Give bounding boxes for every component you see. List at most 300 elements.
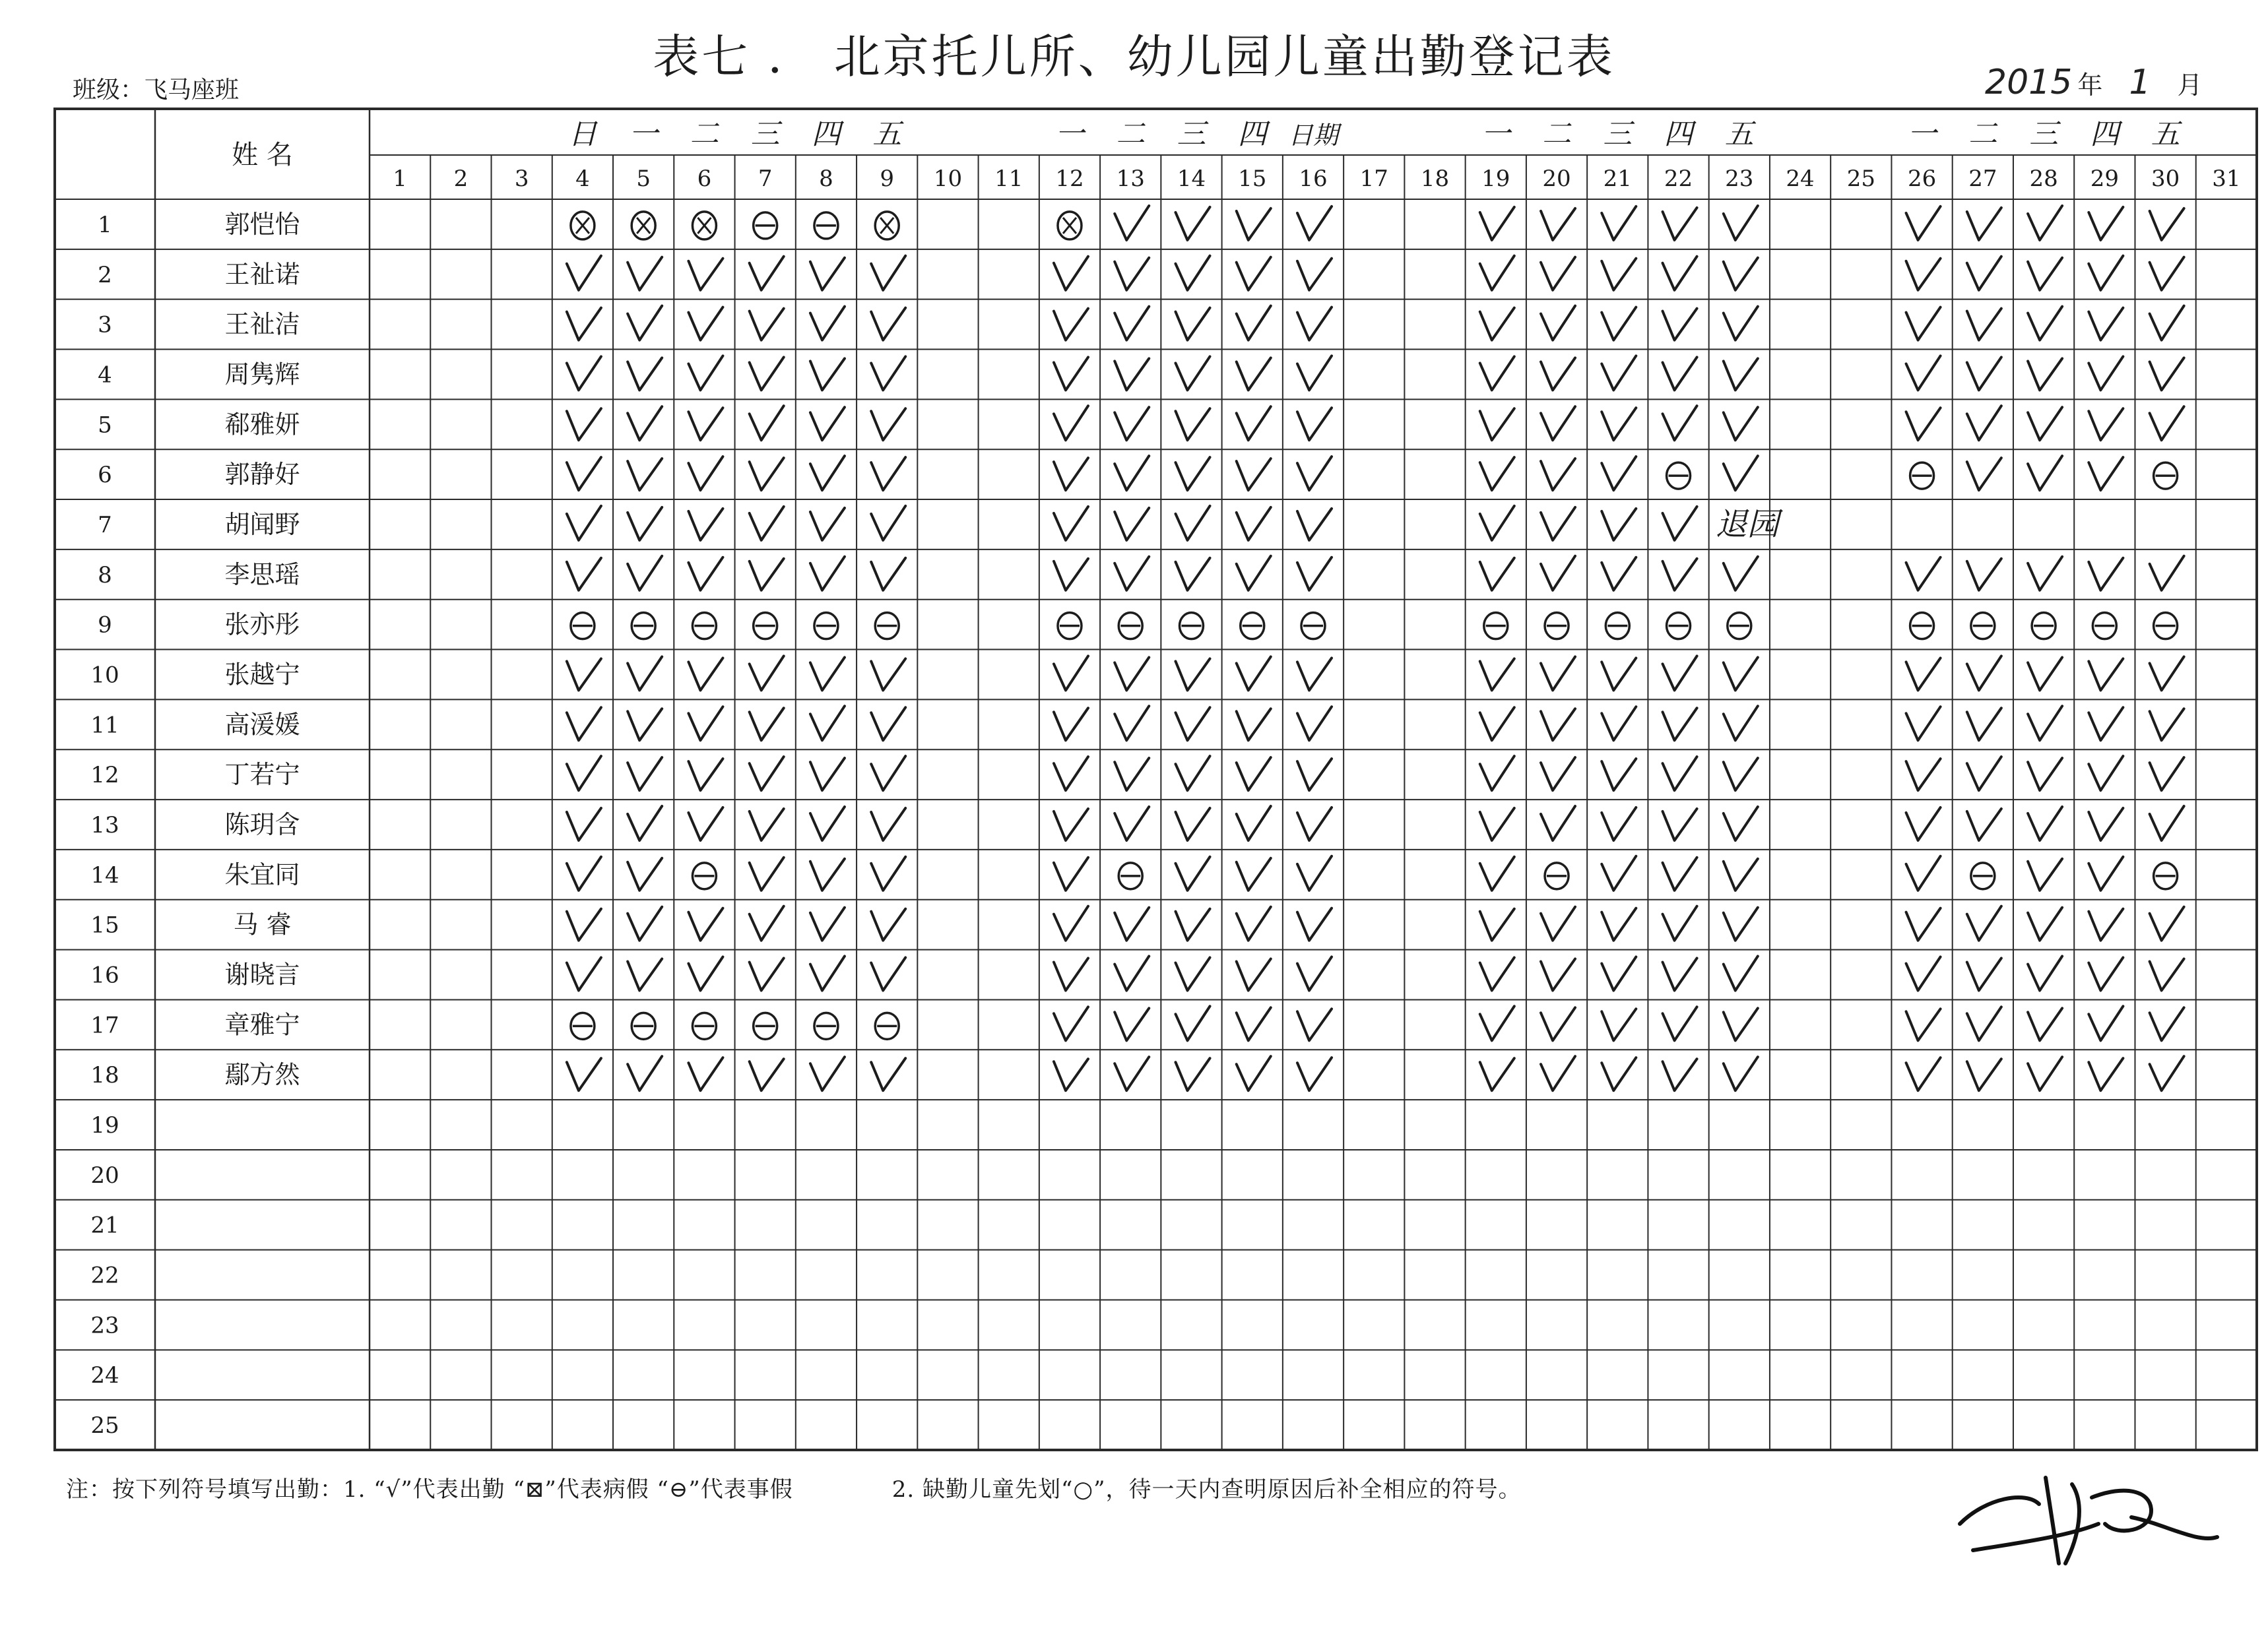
weekday-mark: 四 [2090,117,2120,151]
present-check-mark [1724,758,1758,790]
present-check-mark [1175,707,1210,740]
present-check-mark [1724,957,1758,991]
present-check-mark [1175,506,1210,540]
present-check-mark [1297,356,1332,390]
present-check-mark [1663,809,1697,840]
personal-leave-mark [1118,863,1142,889]
day-number: 2 [453,166,469,192]
present-check-mark [2150,907,2184,941]
present-check-mark [1602,658,1636,690]
present-check-mark [1967,309,2001,340]
present-check-mark [871,707,905,740]
personal-leave-mark [1241,613,1264,639]
student-name: 郭恺怡 [224,209,300,239]
present-check-mark [750,656,784,690]
present-check-mark [1724,657,1758,690]
present-check-mark [1967,757,2001,790]
present-check-mark [1054,809,1088,840]
present-check-mark [628,458,662,490]
present-check-mark [1115,807,1149,840]
present-check-mark [1541,306,1575,340]
present-check-mark [1967,406,2001,440]
row-number: 19 [90,1112,119,1139]
present-check-mark [1906,206,1941,240]
present-check-mark [2028,358,2062,390]
sick-leave-mark [632,212,655,239]
student-name: 郗雅妍 [224,410,300,439]
present-check-mark [1297,557,1332,590]
present-check-mark [1115,258,1149,290]
present-check-mark [1602,206,1636,240]
row-number: 12 [90,762,119,789]
personal-leave-mark [1605,613,1629,639]
present-check-mark [688,908,723,941]
present-check-mark [1175,457,1210,490]
row-number: 17 [90,1012,119,1039]
personal-leave-mark [1118,613,1142,639]
present-check-mark [1602,957,1636,991]
present-check-mark [1724,557,1758,590]
present-check-mark [1602,408,1636,440]
present-check-mark [1480,308,1514,340]
present-check-mark [1602,908,1636,941]
present-check-mark [871,558,905,590]
day-number: 14 [1177,166,1206,192]
month-unit: 月 [2177,71,2203,100]
present-check-mark [1115,1057,1149,1090]
present-check-mark [1237,556,1271,590]
present-check-mark [628,556,662,590]
present-check-mark [1115,758,1149,790]
present-check-mark [1175,558,1210,590]
day-number: 26 [1907,166,1937,192]
present-check-mark [1237,907,1271,941]
present-check-mark [1175,909,1210,941]
present-check-mark [871,756,905,790]
present-check-mark [871,958,905,991]
present-check-mark [2089,909,2123,941]
present-check-mark [1602,807,1636,840]
present-check-mark [750,357,784,390]
present-check-mark [1724,706,1758,740]
present-check-mark [1480,658,1514,690]
present-check-mark [2089,1006,2123,1040]
present-check-mark [1480,958,1514,991]
present-check-mark [1115,307,1149,340]
present-check-mark [567,308,601,340]
row-number: 20 [90,1162,119,1189]
personal-leave-mark [875,1013,899,1039]
present-check-mark [810,908,845,941]
present-check-mark [567,808,601,840]
year-value: 2015 [1985,63,2073,102]
present-check-mark [1663,309,1697,340]
present-check-mark [871,256,905,290]
personal-leave-mark [1728,613,1751,639]
present-check-mark [750,559,784,590]
present-check-mark [2089,857,2123,891]
present-check-mark [1724,807,1758,840]
present-check-mark [2150,406,2184,440]
personal-leave-mark [875,613,899,639]
present-check-mark [1237,1007,1271,1040]
present-check-mark [2089,958,2123,991]
present-check-mark [1297,456,1332,490]
personal-leave-mark [571,613,595,639]
day-number: 4 [575,166,590,192]
present-check-mark [567,658,601,690]
present-check-mark [750,858,784,891]
present-check-mark [810,859,845,891]
present-check-mark [567,1058,601,1090]
present-check-mark [2028,957,2062,991]
row-number: 4 [98,362,112,389]
row-number: 2 [98,261,112,288]
present-check-mark [688,707,723,740]
student-name: 郭静好 [224,460,300,489]
weekday-mark: 四 [811,117,841,151]
present-check-mark [1663,357,1697,390]
present-check-mark [1602,1009,1636,1040]
personal-leave-mark [1667,462,1691,489]
row-number: 11 [90,712,119,739]
present-check-mark [2089,408,2123,440]
class-label: 班级： [73,77,145,104]
weekday-mark: 四 [1664,117,1693,151]
day-number: 18 [1420,166,1450,192]
personal-leave-mark [754,1013,777,1039]
present-check-mark [1054,309,1088,340]
present-check-mark [1724,456,1758,490]
present-check-mark [628,1056,662,1090]
personal-leave-mark [692,613,716,639]
present-check-mark [628,858,662,891]
row-number: 1 [98,211,112,238]
row-number: 18 [90,1062,119,1089]
present-check-mark [1480,808,1514,840]
day-number: 9 [880,166,895,192]
personal-leave-mark [1301,613,1325,639]
present-check-mark [1724,206,1758,240]
present-check-mark [1297,759,1332,790]
present-check-mark [871,658,905,690]
present-check-mark [1663,858,1697,891]
present-check-mark [1297,707,1332,740]
personal-leave-mark [692,1013,716,1039]
row-number: 8 [98,561,112,588]
day-number: 13 [1116,166,1145,192]
present-check-mark [2028,758,2062,790]
personal-leave-mark [2092,613,2116,639]
present-check-mark [1175,808,1210,840]
present-check-mark [810,258,845,290]
present-check-mark [1054,559,1088,590]
present-check-mark [1967,1007,2001,1040]
present-check-mark [1175,1006,1210,1040]
year-unit: 年 [2077,71,2103,100]
student-name: 谢晓言 [224,960,300,990]
day-number: 10 [933,166,963,192]
present-check-mark [2089,308,2123,340]
present-check-mark [1724,258,1758,290]
present-check-mark [2150,959,2184,991]
day-number: 30 [2151,166,2180,192]
present-check-mark [750,959,784,991]
present-check-mark [1541,806,1575,840]
present-check-mark [1602,707,1636,740]
student-name: 周隽辉 [224,360,300,389]
present-check-mark [567,707,601,740]
present-check-mark [1663,1007,1697,1040]
present-check-mark [1175,308,1210,340]
present-check-mark [810,706,845,740]
present-check-mark [1054,1059,1088,1090]
present-check-mark [1175,857,1210,891]
present-check-mark [688,307,723,340]
weekday-mark: 三 [1603,117,1633,151]
present-check-mark [1175,408,1210,440]
present-check-mark [1054,959,1088,991]
present-check-mark [2089,658,2123,690]
present-check-mark [1906,408,1941,440]
row-number: 16 [90,962,119,989]
present-check-mark [1480,1058,1514,1090]
weekday-mark: 一 [1054,117,1084,151]
present-check-mark [1541,907,1575,941]
present-check-mark [1115,657,1149,690]
present-check-mark [1724,358,1758,390]
personal-leave-mark [692,863,716,889]
present-check-mark [1297,658,1332,690]
present-check-mark [1602,557,1636,590]
day-number: 15 [1238,166,1267,192]
present-check-mark [1541,1056,1575,1090]
present-check-mark [1541,257,1575,290]
present-check-mark [688,408,723,440]
present-check-mark [1480,457,1514,490]
present-check-mark [871,356,905,390]
weekday-mark: 二 [690,117,719,151]
personal-leave-mark [1545,863,1569,889]
present-check-mark [1906,1057,1941,1090]
present-check-mark [628,257,662,290]
present-check-mark [1175,1058,1210,1090]
present-check-mark [2089,1058,2123,1090]
present-check-mark [2089,457,2123,490]
present-check-mark [1480,256,1514,290]
row-number: 21 [90,1212,119,1239]
present-check-mark [1054,257,1088,290]
present-check-mark [567,457,601,490]
row-number: 25 [90,1412,119,1439]
present-check-mark [1480,909,1514,941]
weekday-mark: 五 [1724,117,1754,151]
present-check-mark [688,557,723,590]
present-check-mark [871,506,905,540]
present-check-mark [1602,856,1636,891]
weekday-mark: 二 [1968,117,1997,151]
present-check-mark [688,759,723,790]
footnote [66,1471,1521,1503]
weekday-mark: 日 [567,117,597,151]
student-name: 王祉诺 [224,259,300,289]
present-check-mark [628,757,662,790]
present-check-mark [871,457,905,490]
present-check-mark [810,657,845,690]
present-check-mark [1541,1007,1575,1040]
present-check-mark [1054,406,1088,440]
present-check-mark [2150,708,2184,740]
present-check-mark [1967,809,2001,840]
present-check-mark [1175,207,1210,240]
day-number: 8 [819,166,833,192]
row-number: 3 [98,311,112,338]
present-check-mark [567,506,601,540]
present-check-mark [1054,458,1088,490]
sick-leave-mark [571,212,595,239]
personal-leave-mark [1058,613,1082,639]
weekday-mark: 五 [2151,117,2180,151]
personal-leave-mark [2032,613,2056,639]
present-check-mark [1663,559,1697,590]
present-check-mark [1967,708,2001,740]
sick-leave-mark [875,212,899,239]
present-check-mark [871,808,905,840]
personal-leave-mark [632,1013,655,1039]
personal-leave-mark [1545,613,1569,639]
present-check-mark [810,508,845,540]
present-check-mark [1175,256,1210,290]
present-check-mark [1602,259,1636,290]
present-check-mark [2028,456,2062,490]
footnote-symbols: 注：按下列符号填写出勤：1. “√”代表出勤 “⊠”代表病假 “⊖”代表事假 [66,1476,793,1503]
present-check-mark [2028,258,2062,290]
day-number: 12 [1055,166,1084,192]
present-check-mark [1906,658,1941,690]
day-number: 3 [514,166,529,192]
present-check-mark [1906,259,1941,290]
personal-leave-mark [1910,613,1934,639]
present-check-mark [1115,957,1149,991]
present-check-mark [2089,756,2123,790]
student-name: 张越宁 [224,660,300,689]
present-check-mark [1054,656,1088,690]
present-check-mark [1115,1008,1149,1040]
present-check-mark [1297,957,1332,991]
present-check-mark [1906,356,1941,390]
present-check-mark [628,907,662,941]
present-check-mark [1541,708,1575,740]
row-number: 23 [90,1312,119,1339]
present-check-mark [1663,257,1697,290]
present-check-mark [1663,906,1697,941]
present-check-mark [2150,208,2184,240]
present-check-mark [1115,407,1149,440]
signature [1933,1445,2250,1577]
present-check-mark [2089,707,2123,740]
present-check-mark [1237,306,1271,340]
weekday-mark: 三 [1177,117,1206,151]
sick-leave-mark [1058,212,1082,239]
present-check-mark [1115,706,1149,740]
present-check-mark [1297,408,1332,440]
weekday-mark: 五 [872,117,902,151]
present-check-mark [810,407,845,440]
present-check-mark [1663,208,1697,240]
student-name: 李思瑶 [224,559,300,589]
present-check-mark [688,807,723,840]
present-check-mark [1906,908,1941,941]
present-check-mark [1115,456,1149,490]
present-check-mark [2028,706,2062,740]
present-check-mark [871,308,905,340]
present-check-mark [1541,458,1575,490]
day-number: 6 [697,166,712,192]
day-number: 27 [1968,166,1997,192]
present-check-mark [810,358,845,390]
present-check-mark [1967,959,2001,991]
student-name: 朱宜同 [224,860,300,889]
present-check-mark [628,708,662,740]
present-check-mark [1724,1008,1758,1040]
present-check-mark [750,1059,784,1090]
present-check-mark [1297,1009,1332,1040]
form-title: 表七 ． 北京托儿所、幼儿园儿童出勤登记表 [653,30,1615,84]
present-check-mark [1237,757,1271,790]
present-check-mark [1663,1059,1697,1090]
present-check-mark [1602,307,1636,340]
present-check-mark [688,509,723,540]
present-check-mark [1237,257,1271,290]
present-check-mark [1967,559,2001,590]
present-check-mark [2150,358,2184,390]
weekday-mark: 一 [1481,117,1510,151]
present-check-mark [1724,908,1758,941]
present-check-mark [1237,507,1271,540]
present-check-mark [628,358,662,390]
present-check-mark [750,708,784,740]
present-check-mark [1480,408,1514,440]
present-check-mark [1602,356,1636,390]
name-column-header: 姓 名 [232,140,293,170]
present-check-mark [1663,708,1697,740]
present-check-mark [1297,259,1332,290]
present-check-mark [810,807,845,840]
present-check-mark [1967,906,2001,941]
present-check-mark [1480,207,1514,240]
present-check-mark [1906,957,1941,991]
present-check-mark [1054,357,1088,390]
present-check-mark [2150,656,2184,690]
row-number: 6 [98,462,112,489]
present-check-mark [1115,358,1149,390]
present-check-mark [1541,358,1575,390]
day-number: 7 [758,166,773,192]
present-check-mark [688,259,723,290]
day-number: 16 [1299,166,1328,192]
present-check-mark [567,408,601,440]
present-check-mark [750,809,784,840]
personal-leave-mark [814,613,838,639]
present-check-mark [2089,256,2123,290]
personal-leave-mark [754,212,777,239]
student-name: 胡闻野 [224,509,300,539]
present-check-mark [1237,806,1271,840]
present-check-mark [628,959,662,991]
present-check-mark [810,758,845,790]
present-check-mark [2028,557,2062,590]
day-number: 1 [393,166,407,192]
